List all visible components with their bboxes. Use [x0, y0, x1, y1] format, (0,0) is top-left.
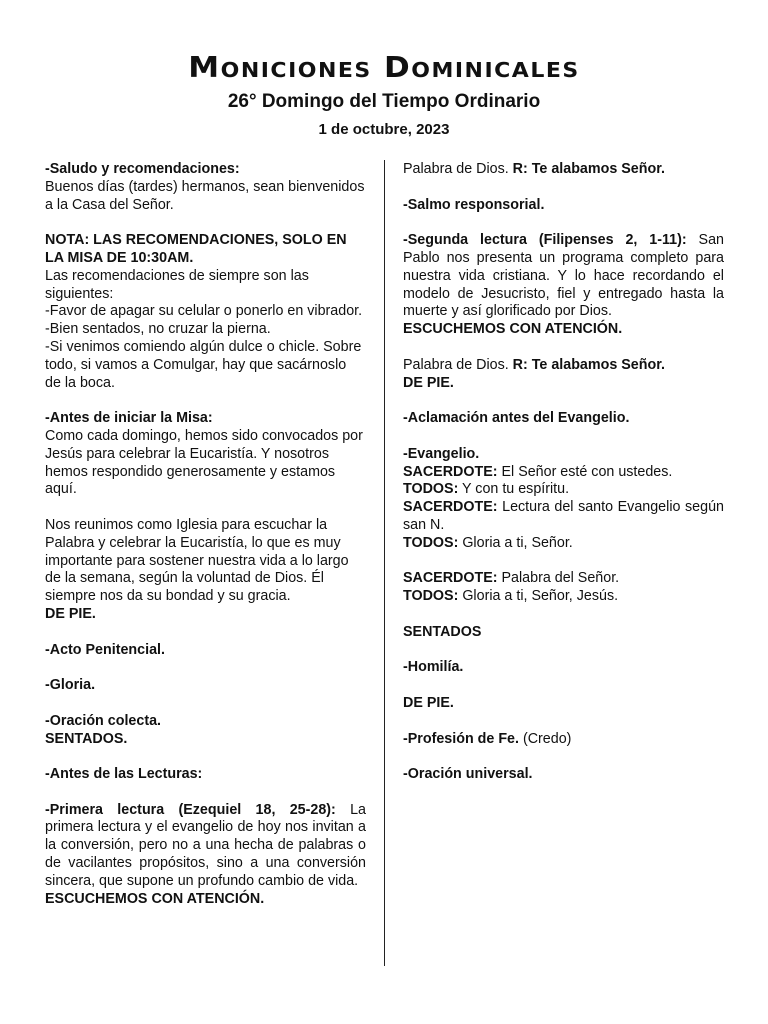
- profesion-text: (Credo): [518, 730, 572, 747]
- todos-label: TODOS:: [403, 534, 459, 551]
- antes-misa-section: [45, 410, 366, 499]
- salmo-responsorial: -Salmo responsorial.: [403, 196, 545, 213]
- aclamacion: -Aclamación antes del Evangelio.: [403, 410, 630, 427]
- palabra-response: [403, 161, 724, 179]
- evangelio-closing: [403, 570, 724, 606]
- primera-lectura-text: La primera lectura y el evangelio de hoy nos invitan a la conversión, pero no a una hecha de palabras o de vacilantes propósitos, sino a una conversión sincera, que supone un profundo cambio de vida.: [45, 801, 366, 889]
- sacerdote-line: Lectura del santo Evangelio según san N.: [403, 499, 724, 533]
- antes-lecturas: -Antes de las Lecturas:: [45, 766, 203, 783]
- todos-line: Y con tu espíritu.: [458, 481, 570, 498]
- oracion-colecta: -Oración colecta.: [45, 712, 162, 729]
- segunda-lectura-heading: -Segunda lectura (Filipenses 2, 1-11):: [403, 232, 687, 249]
- segunda-lectura-text: San Pablo nos presenta un programa completo para nuestra vida cristiana. Y lo hace recordando el modelo de Jesucristo, fiel y entregado hasta la muerte y así glorificado por Dios.: [403, 232, 724, 320]
- gloria: -Gloria.: [45, 677, 96, 694]
- page-subtitle: 26° Domingo del Tiempo Ordinario: [227, 91, 541, 112]
- profesion-heading: -Profesión de Fe.: [403, 730, 519, 747]
- profesion-fe: [403, 731, 724, 749]
- sentados-label: SENTADOS: [403, 623, 482, 640]
- left-column: [45, 161, 366, 926]
- escuchemos-label: ESCUCHEMOS CON ATENCIÓN.: [45, 890, 265, 907]
- saludo-text: Buenos días (tardes) hermanos, sean bienvenidos a la Casa del Señor.: [45, 178, 365, 213]
- rec-intro: Las recomendaciones de siempre son las siguientes:: [45, 267, 309, 302]
- escuchemos-label: ESCUCHEMOS CON ATENCIÓN.: [403, 321, 623, 338]
- homilia: -Homilía.: [403, 659, 464, 676]
- palabra-text: Palabra de Dios.: [403, 161, 513, 177]
- sacerdote-line: El Señor esté con ustedes.: [497, 463, 673, 480]
- nota-heading: NOTA: LAS RECOMENDACIONES, SOLO EN LA MISA DE 10:30AM.: [45, 232, 347, 266]
- rec-item: -Bien sentados, no cruzar la pierna.: [45, 321, 271, 338]
- reunimos-text: Nos reunimos como Iglesia para escuchar la Palabra y celebrar la Eucaristía, lo que es muy importante para sostener nuestra vida a lo largo de la semana, según la voluntad de Dios. Él siempre nos da su bondad y su gracia.: [45, 516, 349, 605]
- todos-line: Gloria a ti, Señor, Jesús.: [458, 588, 619, 605]
- todos-line: Gloria a ti, Señor.: [458, 534, 573, 551]
- palabra-response: [403, 357, 724, 393]
- saludo-section: [45, 161, 366, 214]
- primera-lectura-section: [45, 802, 366, 909]
- rec-item: -Si venimos comiendo algún dulce o chicle. Sobre todo, si vamos a Comulgar, hay que sacárnoslo de la boca.: [45, 338, 362, 391]
- sacerdote-label: SACERDOTE:: [403, 463, 498, 480]
- response-text: R: Te alabamos Señor.: [512, 161, 665, 177]
- antes-misa-text: Como cada domingo, hemos sido convocados por Jesús para celebrar la Eucaristía. Y nosotros hemos respondido generosamente y estamos aquí.: [45, 427, 363, 498]
- segunda-lectura-section: [403, 232, 724, 339]
- response-text: R: Te alabamos Señor.: [512, 356, 665, 373]
- column-divider: [384, 160, 385, 966]
- rec-item: -Favor de apagar su celular o ponerlo en vibrador.: [45, 303, 363, 320]
- saludo-heading: -Saludo y recomendaciones:: [45, 161, 240, 177]
- nota-section: [45, 232, 366, 392]
- de-pie-label: DE PIE.: [403, 374, 454, 391]
- todos-label: TODOS:: [403, 588, 459, 605]
- sacerdote-line: Palabra del Señor.: [497, 570, 620, 587]
- evangelio-heading: -Evangelio.: [403, 445, 480, 462]
- de-pie-label: DE PIE.: [403, 694, 454, 711]
- reunimos-section: [45, 517, 366, 624]
- oracion-universal: -Oración universal.: [403, 766, 533, 783]
- antes-misa-heading: -Antes de iniciar la Misa:: [45, 410, 213, 427]
- palabra-text: Palabra de Dios.: [403, 356, 513, 373]
- page-date: 1 de octubre, 2023: [318, 121, 450, 138]
- evangelio-section: [403, 446, 724, 553]
- primera-lectura-heading: -Primera lectura (Ezequiel 18, 25-28):: [45, 801, 336, 818]
- page-title: Moniciones Dominicales: [188, 51, 580, 85]
- sacerdote-label: SACERDOTE:: [403, 570, 498, 587]
- de-pie-label: DE PIE.: [45, 605, 96, 622]
- acto-penitencial: -Acto Penitencial.: [45, 641, 165, 658]
- sacerdote-label: SACERDOTE:: [403, 499, 498, 516]
- right-column: [403, 161, 724, 802]
- todos-label: TODOS:: [403, 481, 459, 498]
- sentados-label: SENTADOS.: [45, 730, 128, 747]
